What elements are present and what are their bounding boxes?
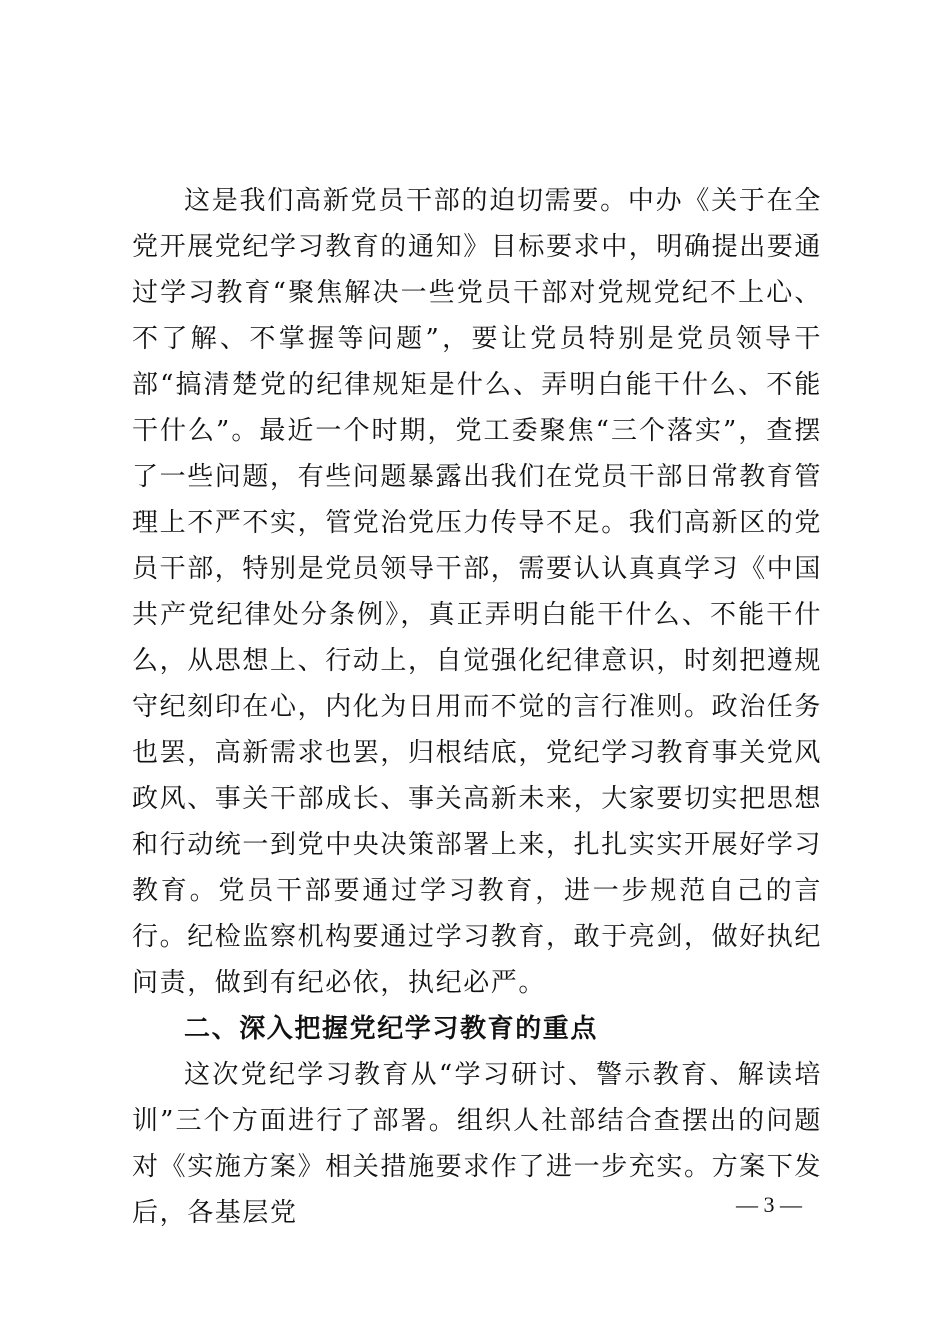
section-heading: 二、深入把握党纪学习教育的重点: [184, 1014, 599, 1044]
section-paragraph: 这次党纪学习教育从“学习研讨、警示教育、解读培训”三个方面进行了部署。组织人社部结合查摆出的问题对《实施方案》相关措施要求作了进一步充实。方案下发后，各基层党: [132, 1060, 823, 1228]
body-paragraph: 这是我们高新党员干部的迫切需要。中办《关于在全党开展党纪学习教育的通知》目标要求中，明确提出要通过学习教育“聚焦解决一些党员干部对党规党纪不上心、不了解、不掌握等问题”，要让党员特别是党员领导干部“搞清楚党的纪律规矩是什么、弄明白能干什么、不能干什么”。最近一个时期，党工委聚焦“三个落实”，查摆了一些问题，有些问题暴露出我们在党员干部日常教育管理上不严不实，管党治党压力传导不足。我们高新区的党员干部，特别是党员领导干部，需要认认真真学习《中国共产党纪律处分条例》，真正弄明白能干什么、不能干什么，从思想上、行动上，自觉强化纪律意识，时刻把遵规守纪刻印在心，内化为日用而不觉的言行准则。政治任务也罢，高新需求也罢，归根结底，党纪学习教育事关党风政风、事关干部成长、事关高新未来，大家要切实把思想和行动统一到党中央决策部署上来，扎扎实实开展好学习教育。党员干部要通过学习教育，进一步规范自己的言行。纪检监察机构要通过学习教育，敢于亮剑，做好执纪问责，做到有纪必依，执纪必严。: [132, 186, 823, 998]
page-number: — 3 —: [736, 1192, 802, 1217]
document-body: [132, 152, 822, 1236]
